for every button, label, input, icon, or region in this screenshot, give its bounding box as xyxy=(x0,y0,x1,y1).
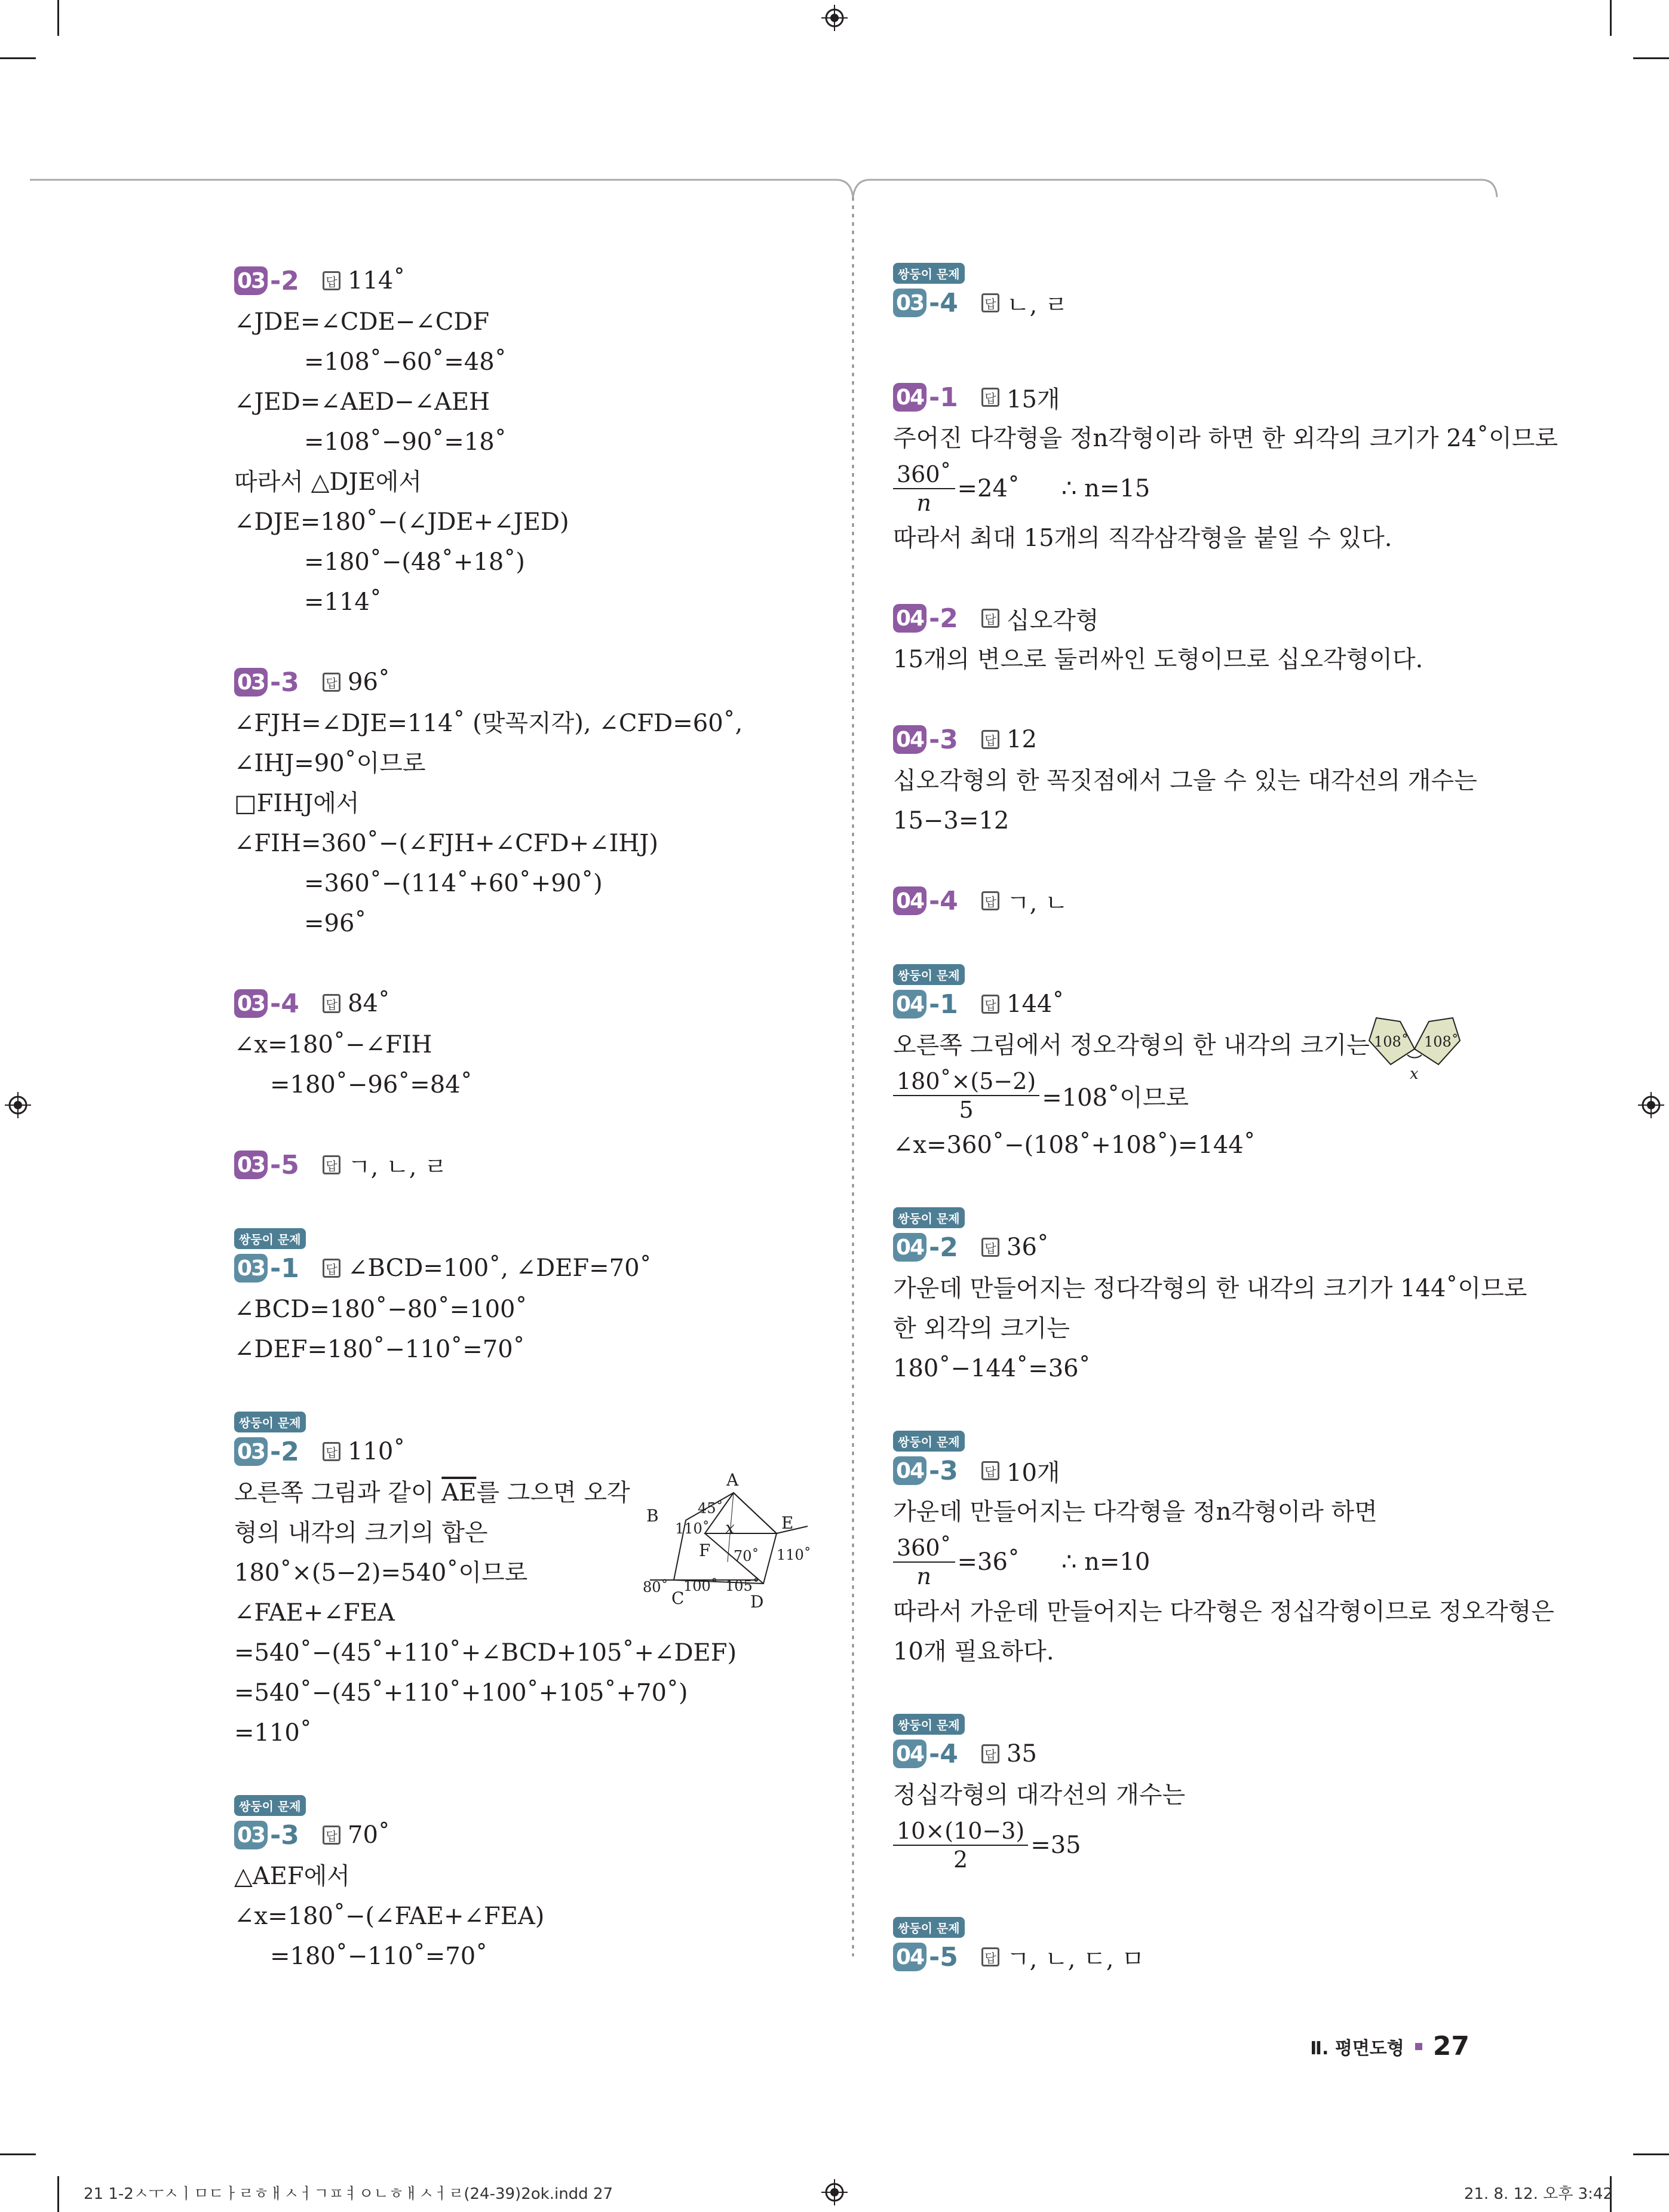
twin-solution-03-3 xyxy=(234,1795,832,1977)
slug-date: 21. 8. 12. 오후 3:42 xyxy=(1464,2185,1613,2203)
problem-header xyxy=(893,285,1490,321)
vertex-label: F xyxy=(699,1541,711,1560)
answer-icon: 답 xyxy=(323,1259,340,1278)
problem-header xyxy=(234,986,832,1021)
twin-problem-tag: 쌍둥이 문제 xyxy=(893,263,965,284)
answer-value: 15개 xyxy=(1007,385,1060,413)
solution-line: 형의 내각의 크기의 합은 xyxy=(234,1519,488,1547)
angle-label: 105˚ xyxy=(725,1578,760,1594)
vertex-label: C xyxy=(671,1588,685,1608)
solution-03-3 xyxy=(234,664,832,944)
solution-04-3 xyxy=(893,722,1490,841)
fraction-line: $\frac{10\times(10-3)}{2}$ =35 xyxy=(893,1815,1490,1875)
answer-value: 12 xyxy=(1007,726,1037,753)
solution-line: 15−3=12 xyxy=(893,807,1010,835)
problem-number-badge: 04 xyxy=(893,1233,926,1262)
answer-value: 십오각형 xyxy=(1007,606,1099,634)
twin-solution-04-2 xyxy=(893,1207,1527,1389)
solution-line: 10개 필요하다. xyxy=(893,1638,1054,1665)
problem-subnumber: -1 xyxy=(270,1253,299,1284)
answer-value: 96˚ xyxy=(348,668,390,696)
problem-header xyxy=(893,1736,1490,1772)
problem-number-badge: 03 xyxy=(234,1254,268,1283)
answer-icon: 답 xyxy=(323,1826,340,1845)
solution-04-2 xyxy=(893,600,1490,680)
problem-subnumber: -4 xyxy=(929,1738,958,1769)
twin-problem-tag: 쌍둥이 문제 xyxy=(893,1207,965,1228)
answer-icon: 답 xyxy=(323,994,340,1013)
slug-filename: 21 1-2ㅅㅜㅅㅣㅁㄷㅏㄹㅎㅐㅅㅓㄱㅍㅕㅇㄴㅎㅐㅅㅓㄹ(24-39)2ok.indd 27 xyxy=(84,2185,613,2203)
answer-value: ㄱ, ㄴ xyxy=(1007,889,1068,917)
answer-value: 144˚ xyxy=(1007,990,1064,1018)
solution-line: 따라서 최대 15개의 직각삼각형을 붙일 수 있다. xyxy=(893,524,1392,552)
solution-04-4 xyxy=(893,883,1490,919)
two-pentagons-figure xyxy=(1364,1013,1466,1091)
twin-problem-tag: 쌍둥이 문제 xyxy=(234,1228,306,1249)
crop-mark xyxy=(1633,57,1669,59)
solution-line: 가운데 만들어지는 다각형을 정n각형이라 하면 xyxy=(893,1498,1377,1526)
twin-problem-tag: 쌍둥이 문제 xyxy=(893,1714,965,1735)
solution-line: =540˚−(45˚+110˚+∠BCD+105˚+∠DEF) xyxy=(234,1639,737,1667)
vertex-label: A xyxy=(726,1470,739,1490)
problem-subnumber: -2 xyxy=(929,603,958,634)
angle-label: 110˚ xyxy=(777,1547,811,1563)
solution-line: 오른쪽 그림과 같이 $\overline{AE}$를 그으면 오각 xyxy=(234,1479,630,1507)
answer-value: 10개 xyxy=(1007,1459,1060,1487)
solution-line: =180˚−(48˚+18˚) xyxy=(304,548,525,576)
twin-solution-03-4 xyxy=(893,263,1490,321)
solution-03-2 xyxy=(234,263,832,622)
problem-subnumber: -3 xyxy=(929,724,958,755)
angle-label: 110˚ xyxy=(675,1520,710,1537)
problem-subnumber: -2 xyxy=(270,1436,299,1467)
problem-header xyxy=(234,263,832,299)
solution-line: 따라서 △DJE에서 xyxy=(234,468,422,496)
vertex-label: B xyxy=(646,1506,659,1526)
answer-icon: 답 xyxy=(981,1744,999,1763)
problem-header xyxy=(893,722,1490,757)
problem-subnumber: -1 xyxy=(929,989,958,1020)
problem-subnumber: -5 xyxy=(270,1149,299,1180)
solution-line: ∠JDE=∠CDE−∠CDF xyxy=(234,308,490,336)
right-column xyxy=(893,263,1558,1978)
answer-icon: 답 xyxy=(981,730,999,749)
problem-header xyxy=(893,1229,1490,1265)
segment-ae: $\overline{AE}$ xyxy=(441,1479,477,1507)
section-title: Ⅱ. 평면도형 xyxy=(1310,2038,1404,2059)
solution-line: 한 외각의 크기는 xyxy=(893,1315,1070,1342)
angle-label: 80˚ xyxy=(643,1579,668,1596)
twin-problem-tag: 쌍둥이 문제 xyxy=(893,1917,965,1938)
fraction-line: $\frac{360˚}{n}$ =24˚ ∴ n=15 xyxy=(893,459,1490,519)
solution-line: ∠IHJ=90˚이므로 xyxy=(234,750,426,777)
solution-line: ∠x=180˚−(∠FAE+∠FEA) xyxy=(234,1903,545,1930)
problem-number-badge: 04 xyxy=(893,1943,926,1971)
solution-line: =180˚−96˚=84˚ xyxy=(270,1071,473,1099)
answer-icon: 답 xyxy=(981,1947,999,1966)
solution-line: 따라서 가운데 만들어지는 다각형은 정십각형이므로 정오각형은 xyxy=(893,1598,1554,1625)
problem-header xyxy=(234,1817,832,1853)
solution-line: △AEF에서 xyxy=(234,1863,350,1890)
problem-subnumber: -2 xyxy=(270,265,299,296)
problem-number-badge: 03 xyxy=(234,1151,268,1179)
angle-x-label: x xyxy=(725,1518,735,1538)
problem-subnumber: -3 xyxy=(270,667,299,698)
twin-problem-tag: 쌍둥이 문제 xyxy=(893,964,965,985)
solution-line: 180˚×(5−2)=540˚이므로 xyxy=(234,1559,528,1587)
problem-number-badge: 04 xyxy=(893,725,926,754)
twin-problem-tag: 쌍둥이 문제 xyxy=(893,1431,965,1452)
problem-number-badge: 03 xyxy=(234,1437,268,1466)
solution-line: =180˚−110˚=70˚ xyxy=(270,1943,488,1970)
answer-icon: 답 xyxy=(323,673,340,692)
problem-number-badge: 04 xyxy=(893,604,926,633)
solution-line: ∠FIH=360˚−(∠FJH+∠CFD+∠IHJ) xyxy=(234,830,658,857)
twin-problem-tag: 쌍둥이 문제 xyxy=(234,1412,306,1432)
solution-line: =96˚ xyxy=(304,910,367,937)
answer-value: 36˚ xyxy=(1007,1234,1049,1261)
answer-value: 84˚ xyxy=(348,990,390,1017)
solution-line: □FIHJ에서 xyxy=(234,790,360,817)
answer-icon: 답 xyxy=(981,388,999,407)
problem-header xyxy=(893,883,1490,919)
angle-x-label: x xyxy=(1410,1065,1419,1083)
problem-subnumber: -5 xyxy=(929,1941,958,1972)
answer-value: ㄱ, ㄴ, ㄹ xyxy=(348,1153,447,1181)
problem-number-badge: 04 xyxy=(893,886,926,915)
problem-subnumber: -4 xyxy=(929,287,958,318)
answer-value: ㄴ, ㄹ xyxy=(1007,291,1068,319)
solution-line: ∠BCD=180˚−80˚=100˚ xyxy=(234,1296,527,1323)
crop-mark xyxy=(1610,0,1612,36)
solution-line: 오른쪽 그림에서 정오각형의 한 내각의 크기는 xyxy=(893,1032,1370,1059)
answer-value: 70˚ xyxy=(348,1821,390,1849)
solution-line: ∠DEF=180˚−110˚=70˚ xyxy=(234,1336,525,1363)
answer-value: 114˚ xyxy=(348,267,406,294)
crop-mark xyxy=(1633,2153,1669,2155)
solution-line: ∠x=360˚−(108˚+108˚)=144˚ xyxy=(893,1131,1256,1159)
solution-line: ∠FAE+∠FEA xyxy=(234,1599,395,1627)
answer-icon: 답 xyxy=(981,1461,999,1480)
problem-header xyxy=(893,379,1490,415)
problem-number-badge: 03 xyxy=(234,989,268,1018)
solution-line: =360˚−(114˚+60˚+90˚) xyxy=(304,870,603,897)
problem-header xyxy=(234,1250,832,1286)
solution-line: 정십각형의 대각선의 개수는 xyxy=(893,1781,1186,1809)
solution-line: =110˚ xyxy=(234,1719,312,1747)
solution-line: 십오각형의 한 꼭짓점에서 그을 수 있는 대각선의 개수는 xyxy=(893,767,1477,794)
solution-line: =108˚−60˚=48˚ xyxy=(304,348,507,376)
answer-icon: 답 xyxy=(323,1442,340,1461)
solution-line: 180˚−144˚=36˚ xyxy=(893,1355,1091,1382)
problem-header xyxy=(234,1434,832,1469)
left-column xyxy=(234,263,832,1977)
answer-icon: 답 xyxy=(981,293,999,312)
solution-03-5 xyxy=(234,1147,832,1183)
angle-label: 108˚ xyxy=(1424,1033,1459,1050)
problem-number-badge: 03 xyxy=(893,289,926,317)
twin-problem-tag: 쌍둥이 문제 xyxy=(234,1795,306,1816)
registration-mark-icon xyxy=(821,2179,848,2205)
answer-icon: 답 xyxy=(323,1155,340,1174)
fraction: $\frac{360˚}{n}$ xyxy=(893,1534,955,1590)
bullet-icon xyxy=(1415,2043,1422,2050)
vertex-label: E xyxy=(781,1513,794,1533)
fraction: $\frac{10\times(10-3)}{2}$ xyxy=(893,1817,1028,1873)
solution-line: ∠FJH=∠DJE=114˚ (맞꼭지각), ∠CFD=60˚, xyxy=(234,710,743,737)
problem-header xyxy=(893,1939,1490,1975)
problem-subnumber: -2 xyxy=(929,1232,958,1263)
problem-header xyxy=(234,1147,832,1183)
solution-line: ∠JED=∠AED−∠AEH xyxy=(234,388,490,416)
problem-subnumber: -4 xyxy=(929,885,958,916)
crop-mark xyxy=(0,57,36,59)
answer-icon: 답 xyxy=(981,995,999,1014)
solution-03-4 xyxy=(234,986,832,1105)
fraction: $\frac{360˚}{n}$ xyxy=(893,461,955,517)
page-number: 27 xyxy=(1432,2031,1469,2061)
problem-subnumber: -3 xyxy=(270,1820,299,1851)
problem-number-badge: 04 xyxy=(893,990,926,1018)
fraction: $\frac{180˚\times(5-2)}{5}$ xyxy=(893,1067,1039,1124)
solution-line: ∠x=180˚−∠FIH xyxy=(234,1031,432,1059)
answer-icon: 답 xyxy=(981,609,999,628)
solution-line: ∠DJE=180˚−(∠JDE+∠JED) xyxy=(234,508,569,536)
solution-line: 주어진 다각형을 정n각형이라 하면 한 외각의 크기가 24˚이므로 xyxy=(893,425,1558,452)
problem-number-badge: 03 xyxy=(234,266,268,295)
crop-mark xyxy=(57,0,59,36)
problem-header xyxy=(893,1453,1490,1489)
fraction-line: $\frac{180˚\times(5-2)}{5}$ =108˚이므로 xyxy=(893,1066,1490,1125)
angle-label: 108˚ xyxy=(1374,1033,1409,1050)
registration-mark-icon xyxy=(821,5,848,31)
answer-value: 35 xyxy=(1007,1740,1037,1768)
answer-value: ㄱ, ㄴ, ㄷ, ㅁ xyxy=(1007,1945,1145,1973)
twin-solution-04-5 xyxy=(893,1917,1490,1975)
problem-subnumber: -3 xyxy=(929,1455,958,1486)
vertex-label: D xyxy=(750,1592,764,1612)
answer-icon: 답 xyxy=(981,891,999,910)
twin-solution-04-4 xyxy=(893,1714,1490,1875)
solution-04-1 xyxy=(893,379,1558,559)
answer-value: 110˚ xyxy=(348,1438,406,1465)
problem-number-badge: 03 xyxy=(234,1821,268,1849)
solution-line: 가운데 만들어지는 정다각형의 한 내각의 크기가 144˚이므로 xyxy=(893,1275,1527,1302)
problem-header xyxy=(234,664,832,700)
solution-line: =108˚−90˚=18˚ xyxy=(304,428,507,456)
crop-mark xyxy=(57,2176,59,2212)
angle-label: 45˚ xyxy=(698,1500,723,1517)
answer-icon: 답 xyxy=(981,1238,999,1257)
page-footer xyxy=(1310,2031,1469,2061)
problem-subnumber: -4 xyxy=(270,988,299,1019)
fraction-line: $\frac{360˚}{n}$ =36˚ ∴ n=10 xyxy=(893,1532,1490,1592)
problem-number-badge: 03 xyxy=(234,668,268,697)
twin-solution-03-1 xyxy=(234,1228,832,1370)
problem-subnumber: -1 xyxy=(929,382,958,413)
problem-number-badge: 04 xyxy=(893,1456,926,1485)
problem-number-badge: 04 xyxy=(893,1739,926,1768)
angle-label: 100˚ xyxy=(683,1578,718,1594)
solution-line: 15개의 변으로 둘러싸인 도형이므로 십오각형이다. xyxy=(893,646,1423,673)
answer-value: ∠BCD=100˚, ∠DEF=70˚ xyxy=(348,1254,652,1282)
problem-number-badge: 04 xyxy=(893,383,926,412)
answer-icon: 답 xyxy=(323,271,340,290)
problem-header xyxy=(893,600,1490,636)
crop-mark xyxy=(0,2153,36,2155)
angle-label: 70˚ xyxy=(734,1548,759,1564)
twin-solution-04-3 xyxy=(893,1431,1554,1672)
solution-line: =540˚−(45˚+110˚+100˚+105˚+70˚) xyxy=(234,1679,688,1707)
solution-line: =114˚ xyxy=(304,588,382,616)
pentagon-figure xyxy=(638,1467,817,1634)
